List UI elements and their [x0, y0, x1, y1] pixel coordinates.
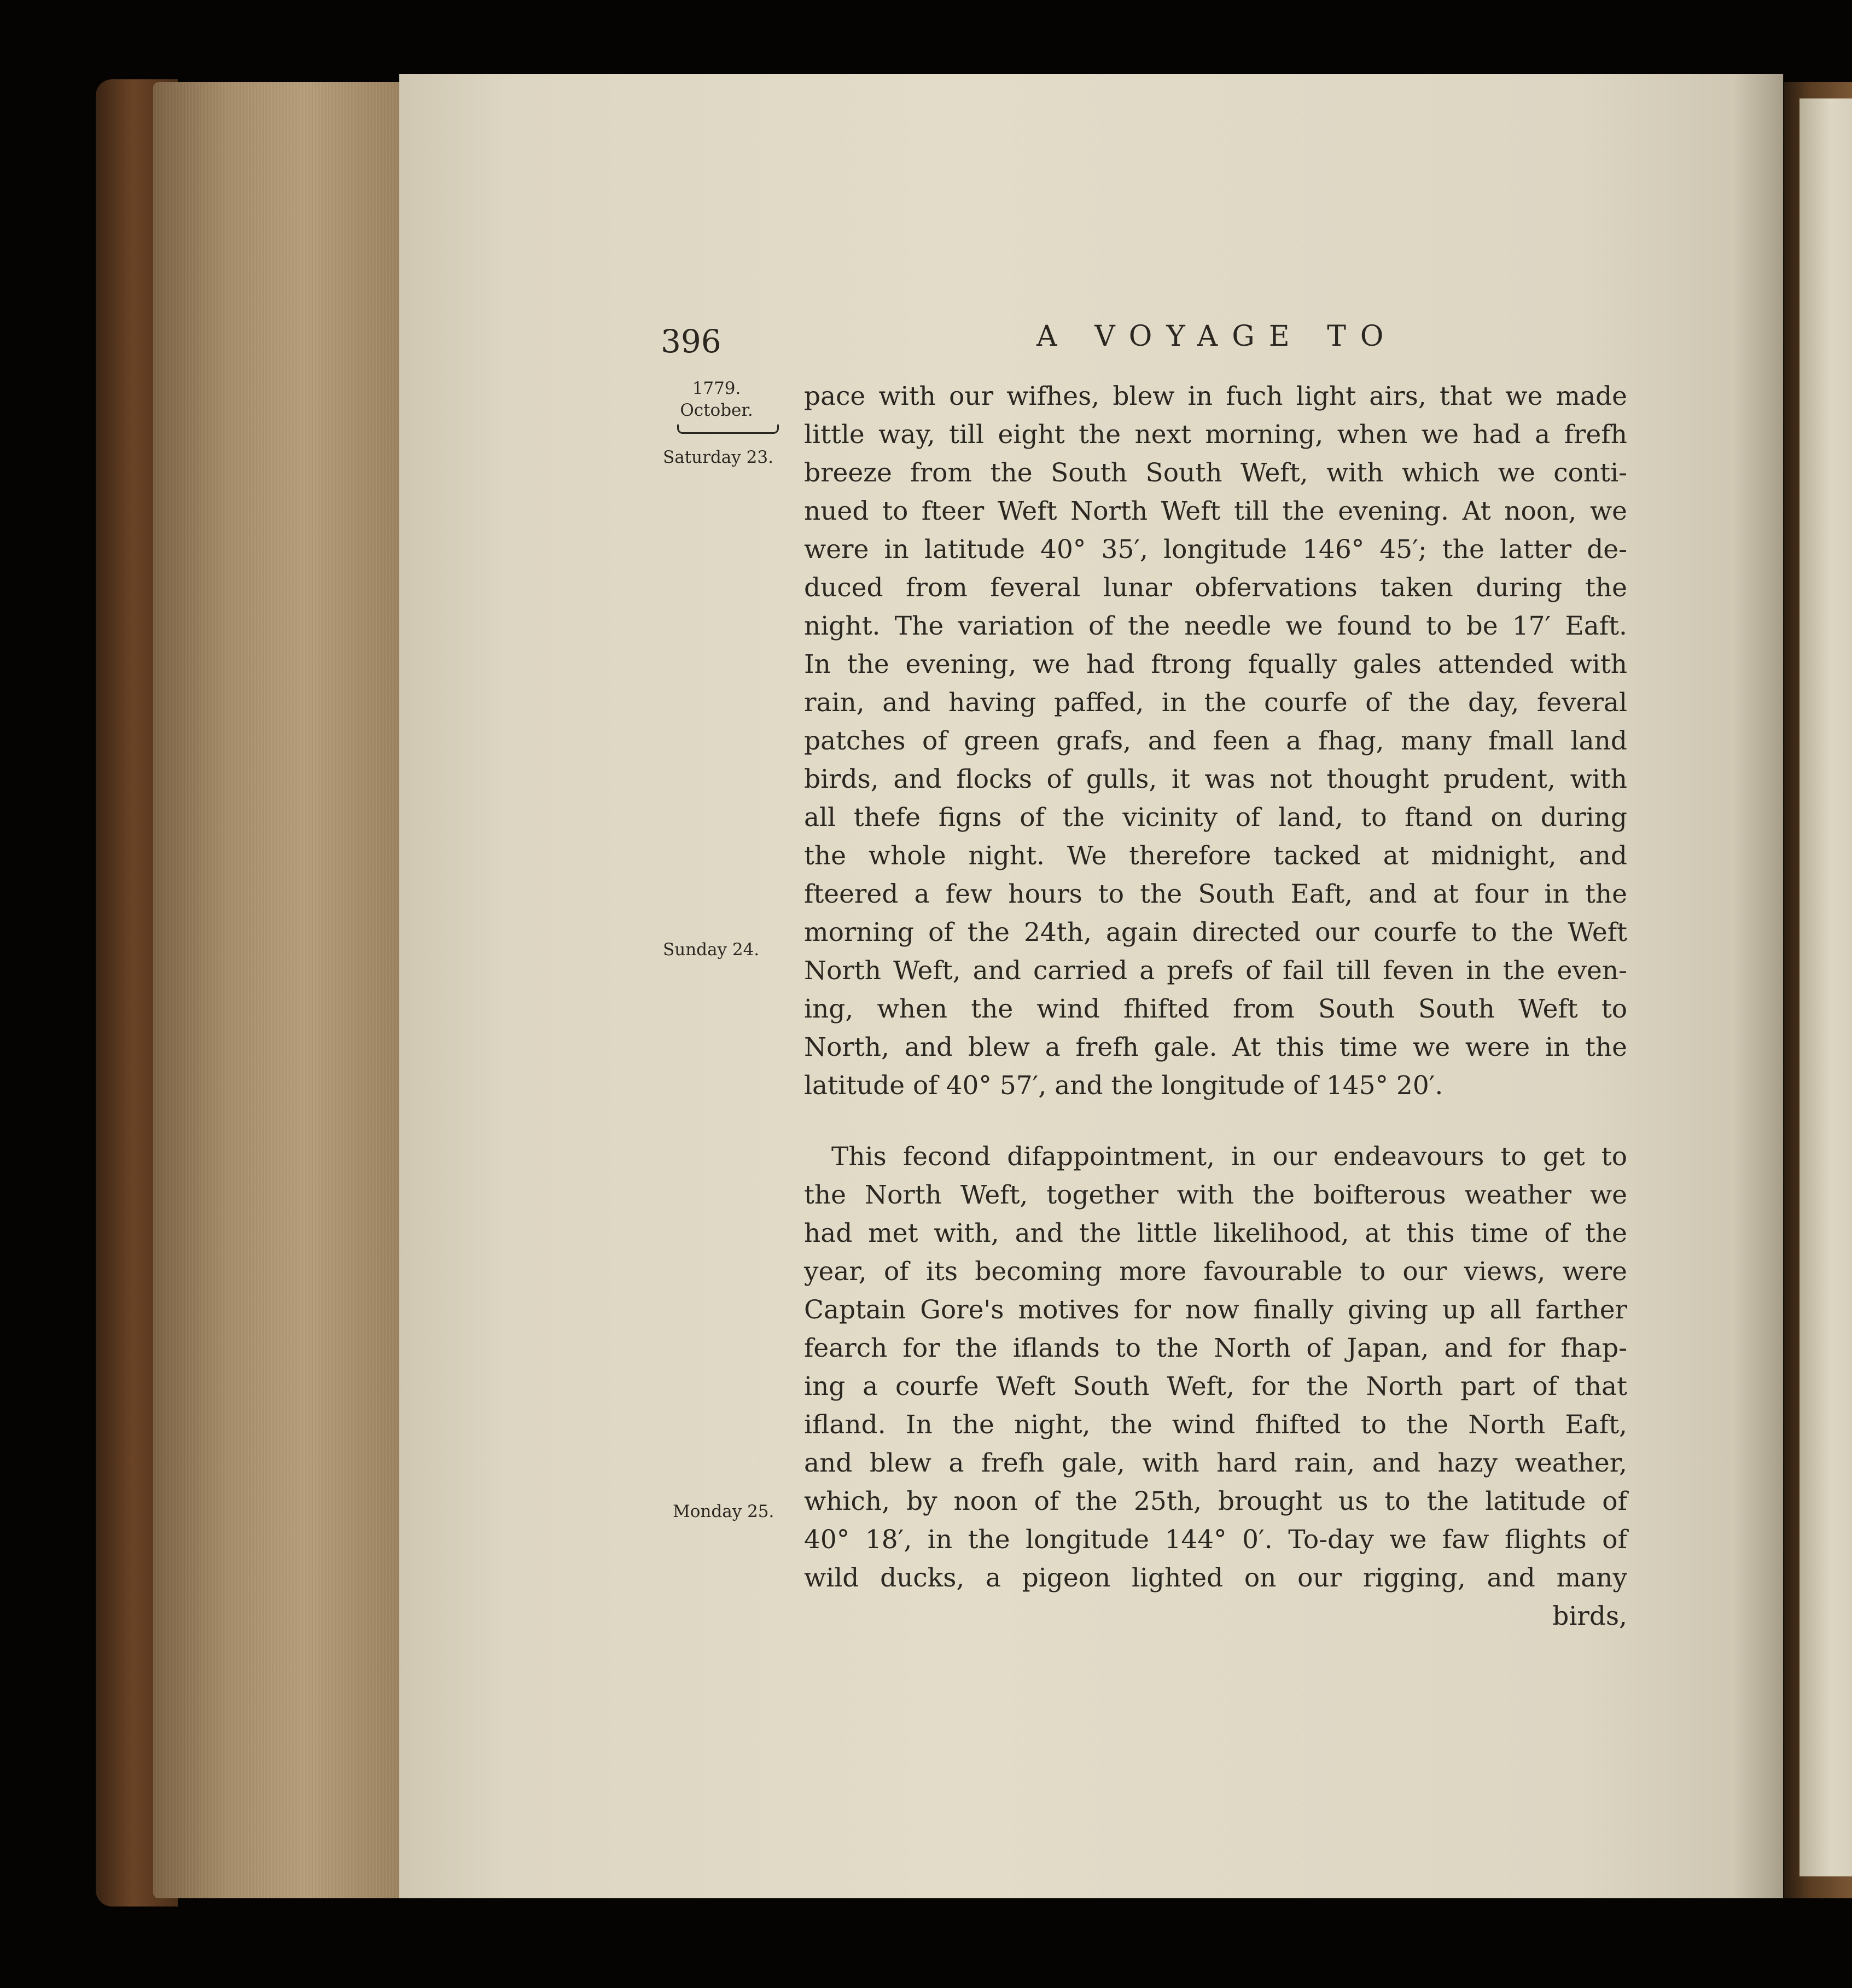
text-line: the whole night. We therefore tacked at midnight, and [804, 841, 1627, 871]
facing-page-edge [1799, 98, 1852, 1876]
text-line: fearch for the iflands to the North of Japan, and for fhap- [804, 1333, 1627, 1363]
text-line: all thefe figns of the vicinity of land, to ftand on during [804, 803, 1627, 833]
margin-month: October. [680, 400, 753, 420]
text-line: and blew a frefh gale, with hard rain, and hazy weather, [804, 1448, 1627, 1478]
text-line: rain, and having paffed, in the courfe of the day, feveral [804, 688, 1627, 718]
text-line: duced from feveral lunar obfervations taken during the [804, 573, 1627, 603]
text-line: little way, till eight the next morning, when we had a frefh [804, 420, 1627, 450]
text-line: were in latitude 40° 35′, longitude 146° 45′; the latter de- [804, 534, 1627, 565]
text-line: Captain Gore's motives for now finally giving up all farther [804, 1295, 1627, 1325]
gutter-shadow [1734, 74, 1784, 1898]
text-line: patches of green grafs, and feen a fhag, many fmall land [804, 726, 1627, 756]
text-line: pace with our wifhes, blew in fuch light airs, that we made [804, 381, 1627, 411]
page-fore-edge [153, 82, 405, 1898]
margin-date-sunday: Sunday 24. [663, 940, 760, 960]
text-line: North, and blew a frefh gale. At this time we were in the [804, 1032, 1627, 1062]
text-line: In the evening, we had ftrong fqually gales attended with [804, 649, 1627, 679]
text-line: This fecond difappointment, in our endeavours to get to [831, 1142, 1627, 1172]
text-line: wild ducks, a pigeon lighted on our rigging, and many [804, 1563, 1627, 1593]
text-line: breeze from the South South Weft, with which we conti- [804, 458, 1627, 488]
running-head: A VOYAGE TO [1036, 320, 1398, 353]
text-line: ifland. In the night, the wind fhifted to the North Eaft, [804, 1410, 1627, 1440]
text-line: year, of its becoming more favourable to our views, were [804, 1257, 1627, 1287]
text-line: night. The variation of the needle we found to be 17′ Eaft. [804, 611, 1627, 641]
text-line: fteered a few hours to the South Eaft, and at four in the [804, 879, 1627, 909]
text-line: 40° 18′, in the longitude 144° 0′. To-day we faw flights of [804, 1525, 1627, 1555]
text-line: birds, and flocks of gulls, it was not thought prudent, with [804, 764, 1627, 794]
text-line: latitude of 40° 57′, and the longitude of 145° 20′. [804, 1071, 1443, 1101]
text-line: North Weft, and carried a prefs of fail till feven in the even- [804, 956, 1627, 986]
text-line: ing, when the wind fhifted from South South Weft to [804, 994, 1627, 1024]
page-number: 396 [661, 323, 721, 360]
margin-year: 1779. [692, 379, 741, 398]
margin-date-saturday: Saturday 23. [663, 447, 773, 467]
text-line: had met with, and the little likelihood, at this time of the [804, 1218, 1627, 1248]
text-line: morning of the 24th, again directed our courfe to the Weft [804, 917, 1627, 948]
text-line: nued to fteer Weft North Weft till the evening. At noon, we [804, 496, 1627, 526]
margin-brace [677, 425, 779, 434]
text-line: ing a courfe Weft South Weft, for the North part of that [804, 1371, 1627, 1402]
text-line: which, by noon of the 25th, brought us to the latitude of [804, 1486, 1627, 1516]
margin-date-monday: Monday 25. [673, 1502, 774, 1521]
catchword: birds, [1552, 1601, 1627, 1631]
text-line: the North Weft, together with the boifterous weather we [804, 1180, 1627, 1210]
